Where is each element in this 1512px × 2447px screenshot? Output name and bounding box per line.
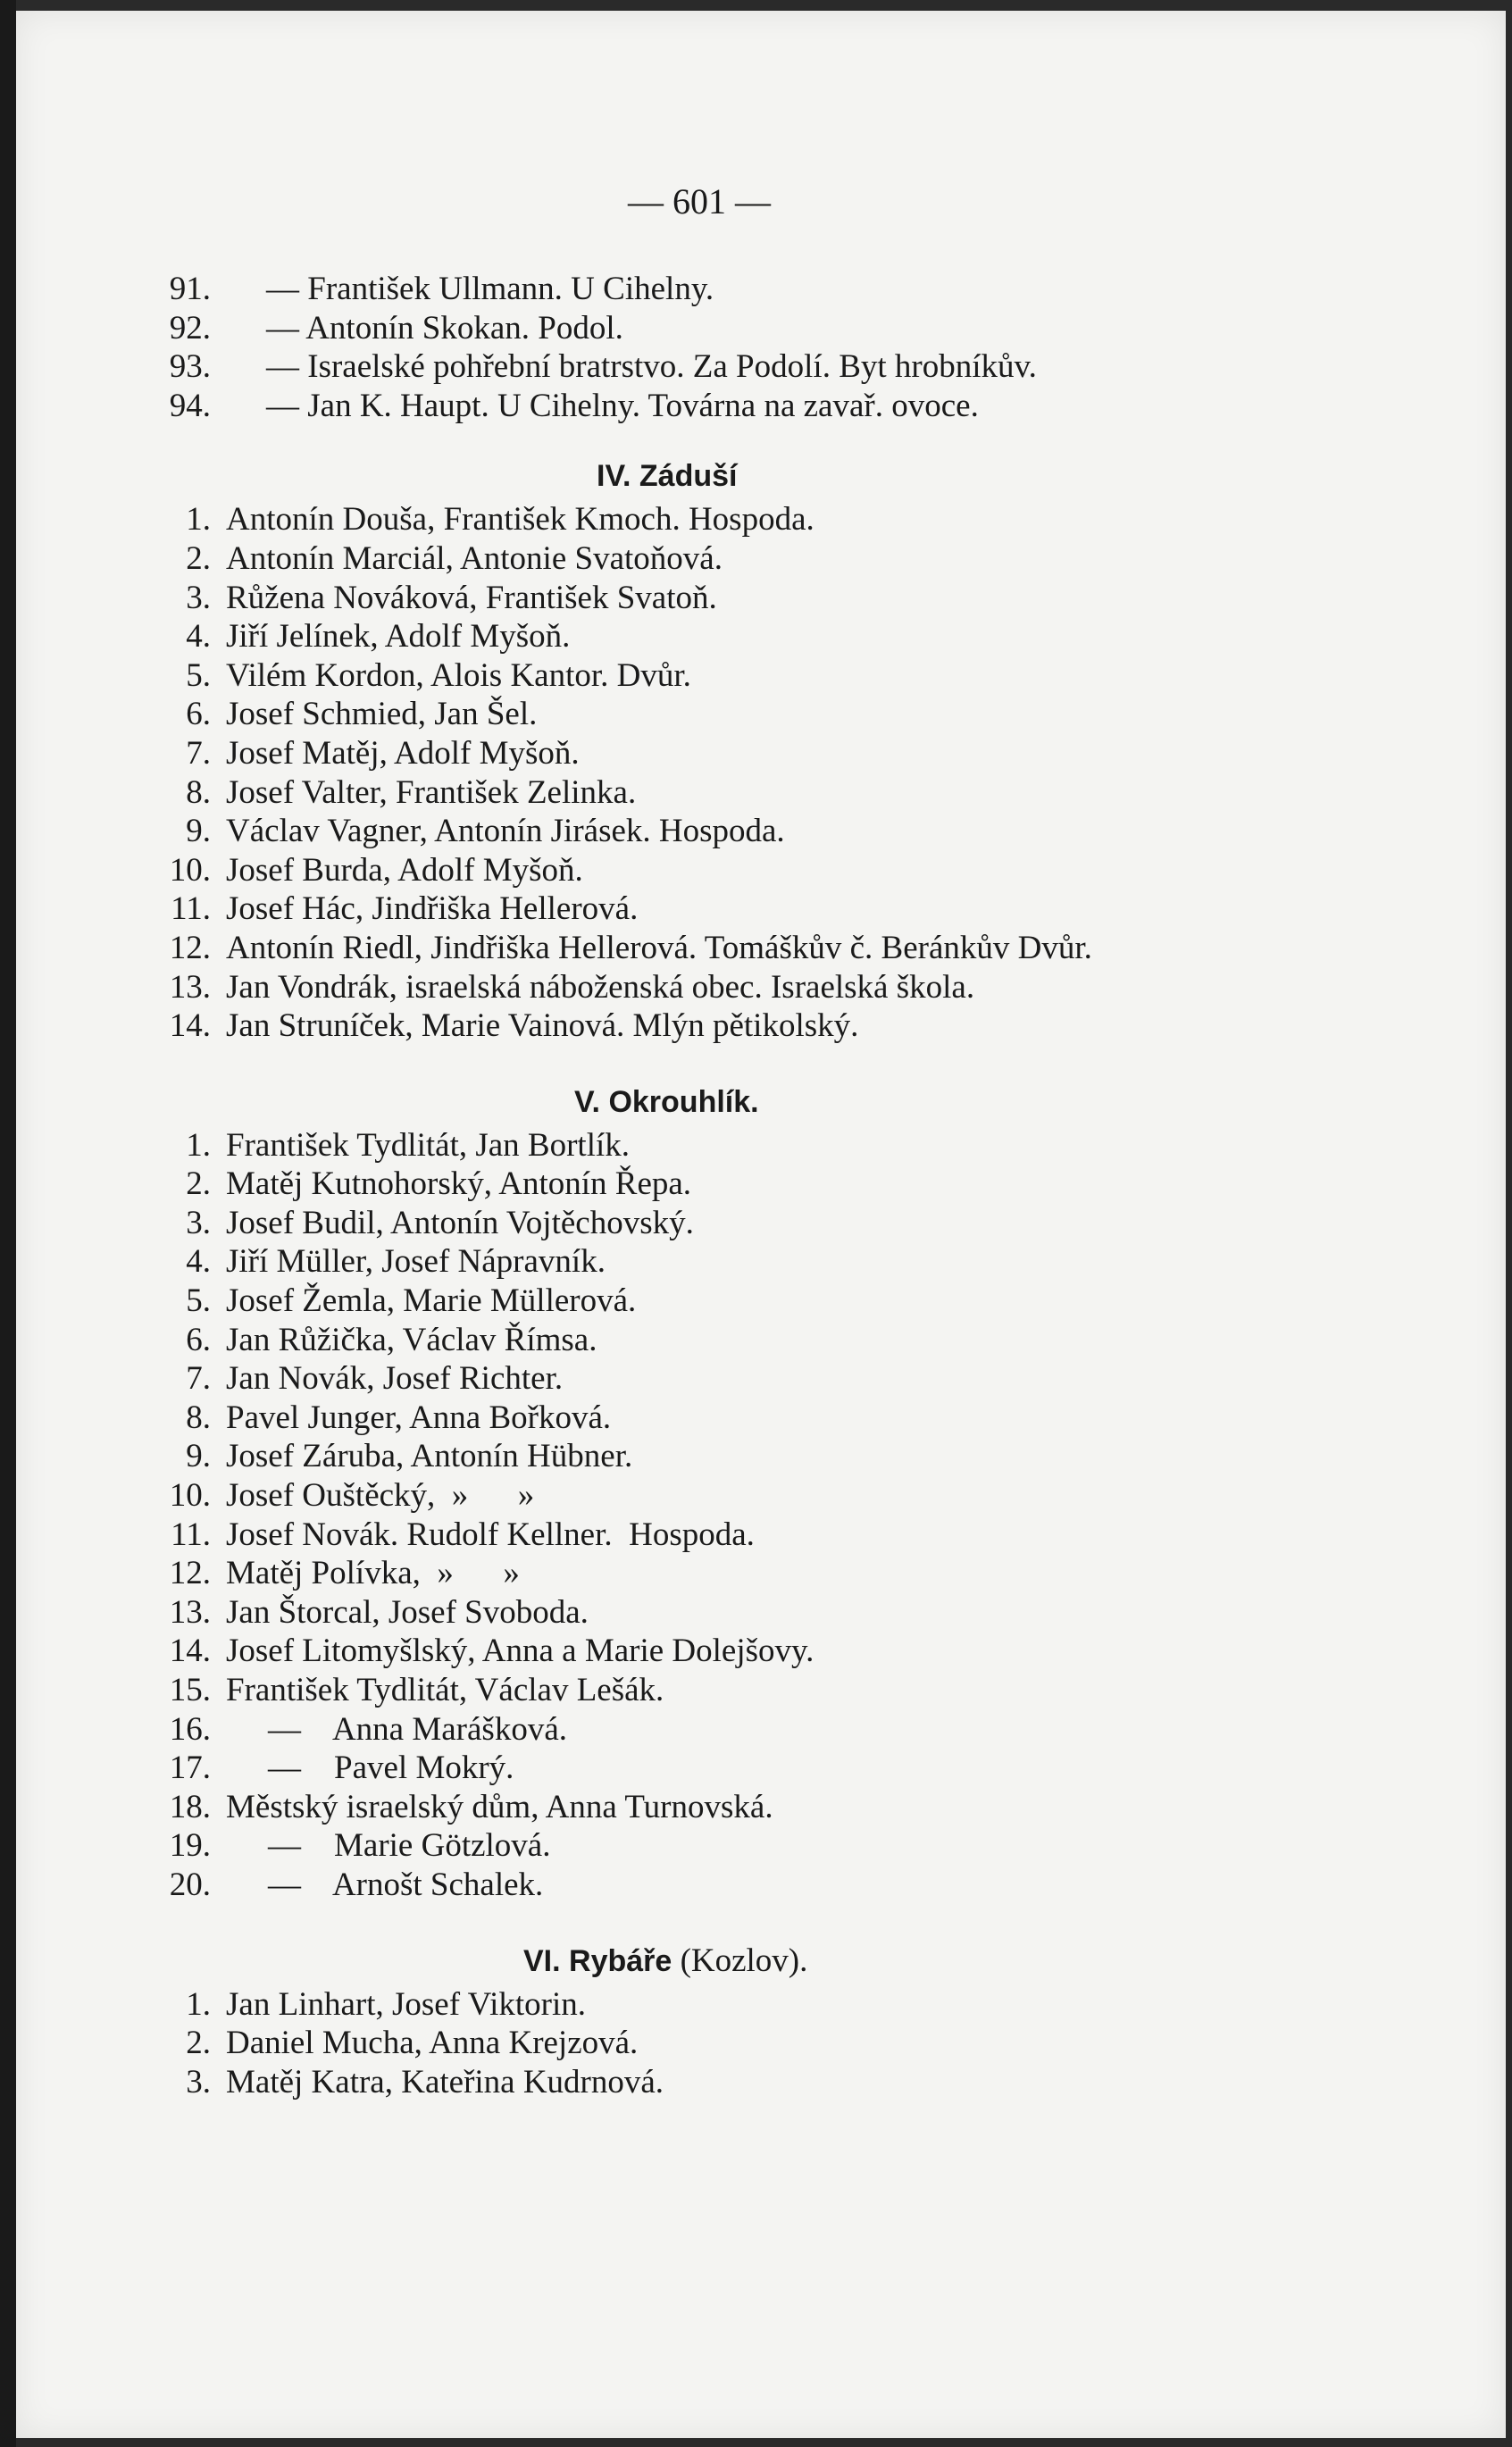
list-item bbox=[150, 1985, 1311, 2025]
list-item bbox=[150, 889, 1311, 929]
continued-list bbox=[150, 270, 1311, 425]
section-heading-bold: VI. Rybáře bbox=[523, 1943, 672, 1978]
list-item bbox=[150, 347, 1311, 387]
entry-number: 11. bbox=[171, 890, 211, 928]
entry-number: 4. bbox=[186, 618, 211, 656]
entry-text: — Jan K. Haupt. U Cihelny. Továrna na zavař. ovoce. bbox=[266, 387, 979, 424]
entry-number: 14. bbox=[169, 1007, 211, 1045]
list-item bbox=[150, 1242, 1311, 1282]
entry-text: Jan Růžička, Václav Římsa. bbox=[226, 1321, 597, 1358]
entry-number: 93. bbox=[169, 348, 211, 386]
page-content bbox=[150, 270, 1311, 2101]
section-heading-plain: (Kozlov). bbox=[672, 1942, 808, 1979]
entry-number: 16. bbox=[169, 1710, 211, 1748]
section-v-list bbox=[150, 1126, 1311, 1905]
section-heading-rybare bbox=[150, 1930, 1311, 1985]
entry-number: 4. bbox=[186, 1243, 211, 1281]
entry-number: 20. bbox=[169, 1866, 211, 1903]
list-item bbox=[150, 929, 1311, 968]
list-item bbox=[150, 2024, 1311, 2063]
entry-text: Josef Ouštěcký, » » bbox=[226, 1477, 535, 1515]
entry-text: Antonín Riedl, Jindřiška Hellerová. Tomáškův č. Beránkův Dvůr. bbox=[226, 929, 1092, 966]
entry-text: Antonín Douša, František Kmoch. Hospoda. bbox=[226, 501, 814, 539]
entry-number: 11. bbox=[171, 1516, 211, 1553]
entry-text: Jan Linhart, Josef Viktorin. bbox=[226, 1985, 587, 2023]
entry-number: 18. bbox=[169, 1788, 211, 1825]
entry-number: 3. bbox=[186, 2063, 211, 2100]
entry-number: 8. bbox=[186, 1399, 211, 1436]
entry-number: 6. bbox=[186, 1321, 211, 1358]
entry-text: František Tydlitát, Václav Lešák. bbox=[226, 1672, 664, 1708]
entry-text: Josef Burda, Adolf Myšoň. bbox=[226, 851, 583, 889]
entry-number: 91. bbox=[169, 271, 211, 307]
list-item bbox=[150, 1671, 1311, 1710]
entry-text: — Anna Marášková. bbox=[268, 1710, 567, 1748]
list-item bbox=[150, 1437, 1311, 1476]
spacer bbox=[150, 1905, 1311, 1930]
spacer bbox=[150, 425, 1311, 445]
entry-number: 13. bbox=[169, 968, 211, 1006]
entry-text: Pavel Junger, Anna Bořková. bbox=[226, 1399, 612, 1436]
entry-text: Městský israelský dům, Anna Turnovská. bbox=[226, 1788, 773, 1825]
entry-text: Josef Novák. Rudolf Kellner. Hospoda. bbox=[226, 1516, 755, 1553]
list-item bbox=[150, 1006, 1311, 1046]
entry-number: 1. bbox=[186, 1126, 211, 1164]
entry-text: František Tydlitát, Jan Bortlík. bbox=[226, 1126, 631, 1164]
list-item bbox=[150, 1866, 1311, 1905]
list-item bbox=[150, 1516, 1311, 1555]
entry-text: Josef Matěj, Adolf Myšoň. bbox=[226, 734, 580, 772]
list-item bbox=[150, 1204, 1311, 1243]
entry-number: 2. bbox=[186, 539, 211, 577]
entry-number: 7. bbox=[186, 734, 211, 772]
page-number: — 601 — bbox=[628, 181, 771, 221]
entry-number: 12. bbox=[169, 929, 211, 966]
entry-number: 9. bbox=[186, 813, 211, 850]
entry-number: 12. bbox=[169, 1555, 211, 1592]
list-item bbox=[150, 1165, 1311, 1204]
entry-number: 1. bbox=[186, 501, 211, 539]
list-item bbox=[150, 539, 1311, 579]
list-item bbox=[150, 579, 1311, 618]
list-item bbox=[150, 1321, 1311, 1360]
entry-number: 13. bbox=[169, 1593, 211, 1631]
entry-number: 1. bbox=[186, 1985, 211, 2023]
entry-number: 17. bbox=[169, 1750, 211, 1787]
list-item bbox=[150, 2063, 1311, 2102]
list-item bbox=[150, 1788, 1311, 1827]
entry-number: 6. bbox=[186, 696, 211, 733]
list-item bbox=[150, 812, 1311, 851]
list-item bbox=[150, 1399, 1311, 1438]
entry-text: Jan Štorcal, Josef Svoboda. bbox=[226, 1593, 589, 1631]
entry-text: Antonín Marciál, Antonie Svatoňová. bbox=[226, 539, 723, 577]
list-item bbox=[150, 309, 1311, 348]
entry-number: 19. bbox=[169, 1827, 211, 1865]
entry-text: Jan Vondrák, israelská náboženská obec. Israelská škola. bbox=[226, 968, 975, 1006]
list-item bbox=[150, 1282, 1311, 1321]
scan-edge bbox=[0, 0, 16, 2447]
entry-text: Matěj Kutnohorský, Antonín Řepa. bbox=[226, 1165, 692, 1203]
entry-number: 7. bbox=[186, 1360, 211, 1398]
entry-text: — Israelské pohřební bratrstvo. Za Podolí. Byt hrobníkův. bbox=[266, 348, 1037, 386]
entry-number: 14. bbox=[169, 1633, 211, 1670]
list-item bbox=[150, 1593, 1311, 1633]
entry-text: Jan Novák, Josef Richter. bbox=[226, 1360, 564, 1398]
entry-number: 2. bbox=[186, 1165, 211, 1203]
entry-number: 10. bbox=[169, 1477, 211, 1515]
entry-text: Růžena Nováková, František Svatoň. bbox=[226, 579, 717, 616]
entry-number: 5. bbox=[186, 656, 211, 694]
entry-text: Josef Budil, Antonín Vojtěchovský. bbox=[226, 1204, 694, 1241]
list-item bbox=[150, 656, 1311, 696]
entry-number: 3. bbox=[186, 1204, 211, 1241]
entry-text: Jiří Müller, Josef Nápravník. bbox=[226, 1243, 606, 1281]
entry-text: Josef Hác, Jindřiška Hellerová. bbox=[226, 890, 639, 928]
entry-number: 3. bbox=[186, 579, 211, 616]
section-heading-okrouhlik: V. Okrouhlík. bbox=[574, 1084, 759, 1119]
spacer bbox=[150, 1046, 1311, 1071]
entry-text: Václav Vagner, Antonín Jirásek. Hospoda. bbox=[226, 813, 785, 850]
list-item bbox=[150, 1749, 1311, 1788]
section-vi-list bbox=[150, 1985, 1311, 2102]
list-item bbox=[150, 1826, 1311, 1866]
entry-text: Daniel Mucha, Anna Krejzová. bbox=[226, 2025, 639, 2062]
list-item bbox=[150, 387, 1311, 426]
entry-number: 8. bbox=[186, 773, 211, 811]
entry-text: — Marie Götzlová. bbox=[268, 1827, 551, 1865]
section-heading-zaduse: IV. Záduší bbox=[597, 459, 738, 494]
entry-text: Matěj Katra, Kateřina Kudrnová. bbox=[226, 2063, 664, 2100]
list-item bbox=[150, 1126, 1311, 1165]
list-item bbox=[150, 695, 1311, 734]
entry-text: Vilém Kordon, Alois Kantor. Dvůr. bbox=[226, 656, 691, 694]
entry-text: — František Ullmann. U Cihelny. bbox=[266, 271, 714, 307]
entry-number: 94. bbox=[169, 387, 211, 424]
list-item bbox=[150, 851, 1311, 890]
list-item bbox=[150, 270, 1311, 309]
list-item bbox=[150, 734, 1311, 773]
entry-number: 15. bbox=[169, 1672, 211, 1708]
list-item bbox=[150, 1554, 1311, 1593]
list-item bbox=[150, 1476, 1311, 1516]
entry-text: — Pavel Mokrý. bbox=[268, 1750, 514, 1787]
entry-text: Josef Valter, František Zelinka. bbox=[226, 773, 637, 811]
section-iv-list bbox=[150, 500, 1311, 1045]
list-item bbox=[150, 773, 1311, 813]
entry-number: 9. bbox=[186, 1438, 211, 1475]
list-item bbox=[150, 617, 1311, 656]
entry-text: Josef Záruba, Antonín Hübner. bbox=[226, 1438, 633, 1475]
entry-number: 2. bbox=[186, 2025, 211, 2062]
list-item bbox=[150, 500, 1311, 539]
list-item bbox=[150, 1359, 1311, 1399]
book-page bbox=[16, 11, 1506, 2438]
entry-text: Josef Schmied, Jan Šel. bbox=[226, 696, 538, 733]
list-item bbox=[150, 968, 1311, 1007]
list-item bbox=[150, 1632, 1311, 1671]
entry-text: Jan Struníček, Marie Vainová. Mlýn pětikolský. bbox=[226, 1007, 859, 1045]
entry-number: 5. bbox=[186, 1282, 211, 1320]
entry-text: Jiří Jelínek, Adolf Myšoň. bbox=[226, 618, 571, 656]
entry-number: 10. bbox=[169, 851, 211, 889]
entry-text: Josef Žemla, Marie Müllerová. bbox=[226, 1282, 637, 1320]
entry-number: 92. bbox=[169, 309, 211, 347]
entry-text: Josef Litomyšlský, Anna a Marie Dolejšovy. bbox=[226, 1633, 814, 1670]
entry-text: — Antonín Skokan. Podol. bbox=[266, 309, 623, 347]
entry-text: — Arnošt Schalek. bbox=[268, 1866, 544, 1903]
entry-text: Matěj Polívka, » » bbox=[226, 1555, 520, 1592]
list-item bbox=[150, 1710, 1311, 1750]
